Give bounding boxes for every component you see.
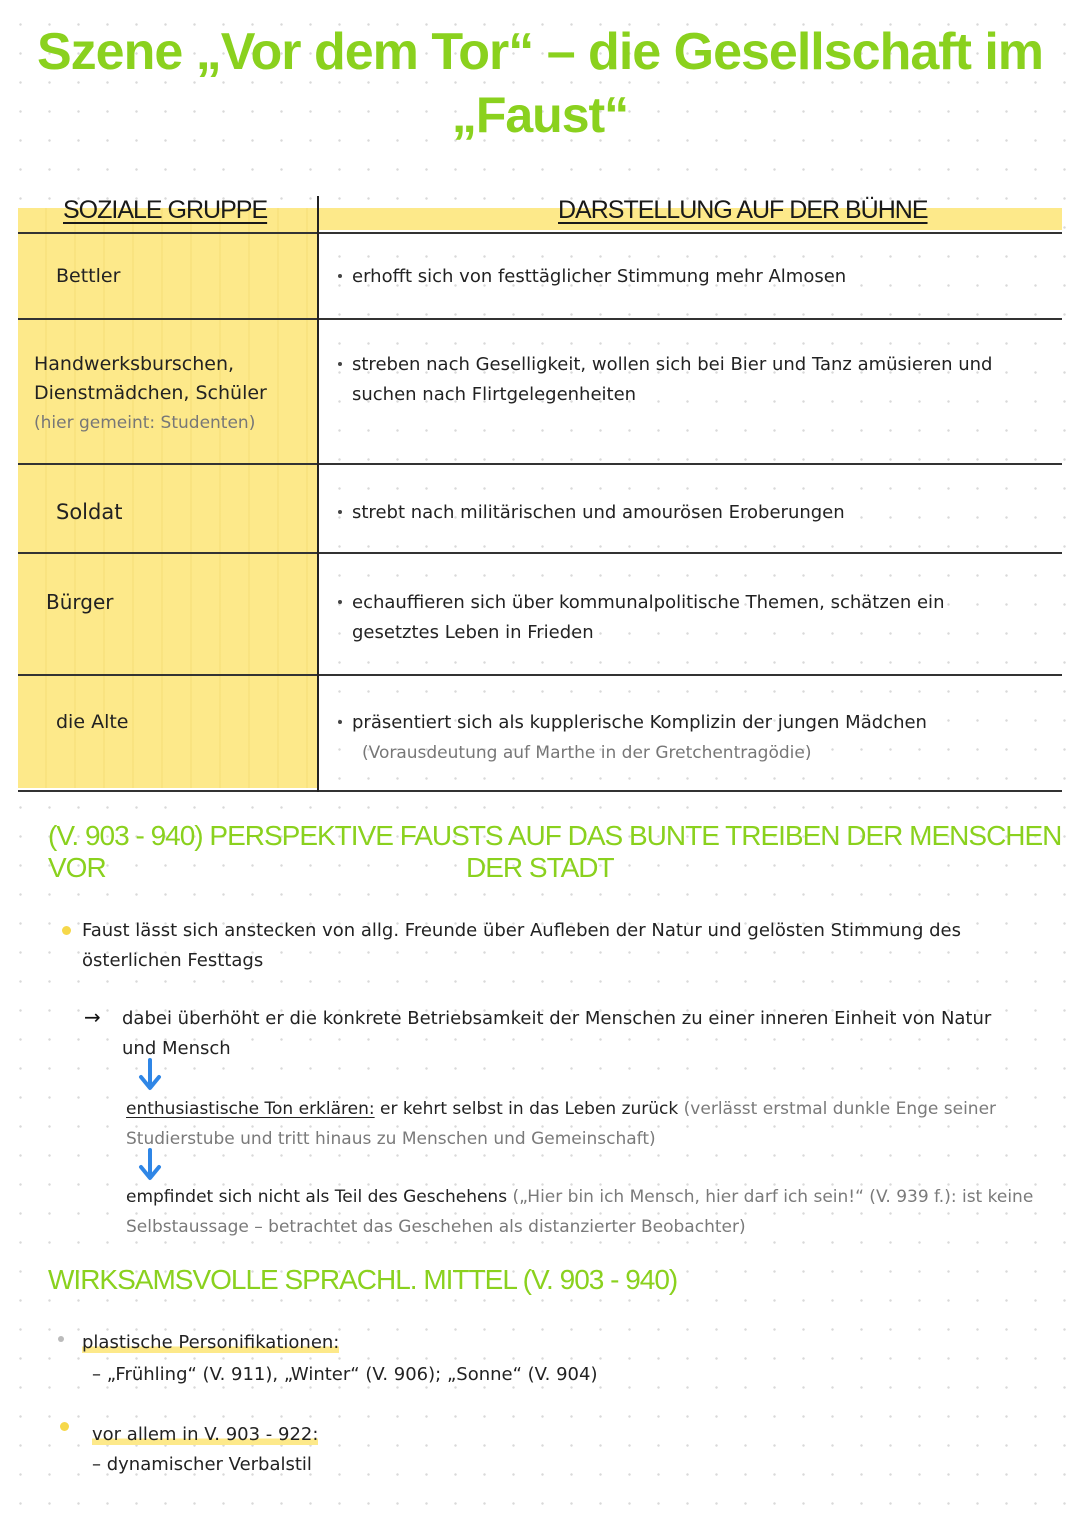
- description-cell: erhofft sich von festtäglicher Stimmung mehr Almosen: [352, 266, 847, 287]
- bullet-dot: [338, 720, 342, 724]
- description-cell: strebt nach militärischen und amourösen Eroberungen: [352, 502, 845, 523]
- page-title: Szene „Vor dem Tor“ – die Gesellschaft im: [36, 23, 1044, 81]
- group-label: Handwerksburschen, Dienstmädchen, Schüler: [34, 353, 267, 404]
- bullet-dot: [338, 600, 342, 604]
- step-one: [126, 1094, 1026, 1154]
- step-one-note: (verlässt erstmal dunkle Enge seiner Studierstube und tritt hinaus zu Menschen und Gemeinschaft): [126, 1099, 997, 1149]
- description-cell: streben nach Geselligkeit, wollen sich bei Bier und Tanz amüsieren und suchen nach Flirtgelegenheiten: [352, 354, 993, 405]
- table-divider: [18, 463, 1062, 465]
- description-note: (Vorausdeutung auf Marthe in der Gretchentragödie): [362, 743, 812, 763]
- step-two-note: ist keine Selbstaussage – betrachtet das Geschehen als distanzierter Beobachter): [126, 1187, 1034, 1237]
- column-header-group: SOZIALE GRUPPE: [63, 196, 268, 224]
- group-cell: Bettler: [56, 265, 121, 287]
- table-divider: [18, 790, 1062, 792]
- table-divider: [18, 318, 1062, 320]
- column-header-display: DARSTELLUNG AUF DER BÜHNE: [558, 196, 928, 224]
- section-heading-continued: DER STADT: [466, 852, 614, 883]
- section-heading: (V. 903 - 940) PERSPEKTIVE FAUSTS AUF DAS BUNTE TREIBEN DER MENSCHEN VOR: [48, 820, 1062, 883]
- step-two: [126, 1182, 1046, 1242]
- step-two-quote: („Hier bin ich Mensch, hier darf ich sein!“ (V. 939 f.):: [512, 1187, 957, 1207]
- device-title-text: plastische Personifikationen:: [82, 1332, 340, 1353]
- arrow-right-icon: →: [84, 1005, 101, 1029]
- description-text: präsentiert sich als kupplerische Komplizin der jungen Mädchen: [352, 712, 927, 733]
- device-detail: – dynamischer Verbalstil: [92, 1454, 312, 1475]
- step-two-text: empfindet sich nicht als Teil des Geschehens: [126, 1187, 508, 1207]
- bullet-dot: [338, 510, 342, 514]
- table-divider: [18, 552, 1062, 554]
- bullet-dot: [338, 362, 342, 366]
- arrow-down-icon: [138, 1058, 162, 1092]
- device-detail: – „Frühling“ (V. 911), „Winter“ (V. 906); „Sonne“ (V. 904): [92, 1364, 598, 1385]
- group-note: (hier gemeint: Studenten): [34, 413, 256, 433]
- social-groups-table: [18, 196, 1062, 792]
- bullet-dot: [62, 926, 71, 935]
- step-one-text: er kehrt selbst in das Leben zurück: [380, 1099, 679, 1119]
- section-heading-language: WIRKSAMSVOLLE SPRACHL. MITTEL (V. 903 - 940): [48, 1264, 678, 1295]
- group-cell: die Alte: [56, 711, 129, 733]
- device-title: [82, 1328, 339, 1358]
- description-cell: echauffieren sich über kommunalpolitische Themen, schätzen ein gesetztes Leben in Frieden: [352, 592, 945, 643]
- table-divider: [18, 674, 1062, 676]
- step-one-label: enthusiastische Ton erklären:: [126, 1099, 375, 1119]
- device-title-text: vor allem in V. 903 - 922:: [92, 1424, 319, 1445]
- bullet-dot: [60, 1422, 69, 1431]
- arrow-down-icon: [138, 1148, 162, 1182]
- group-cell: [34, 350, 304, 438]
- page-title-continued: „Faust“: [451, 87, 629, 143]
- description-cell: [352, 708, 1042, 768]
- bullet-dot: [338, 274, 342, 278]
- group-cell: Bürger: [46, 590, 114, 614]
- faust-perspective-point: Faust lässt sich anstecken von allg. Freunde über Aufleben der Natur und gelösten Stimmung des österlichen Festtags: [82, 920, 961, 971]
- table-divider: [18, 232, 1062, 234]
- arrow-point: dabei überhöht er die konkrete Betriebsamkeit der Menschen zu einer inneren Einheit von Natur und Mensch: [122, 1008, 992, 1059]
- device-title: [92, 1420, 318, 1450]
- group-cell: Soldat: [56, 500, 123, 524]
- bullet-dot: [58, 1336, 64, 1342]
- column-divider: [317, 196, 319, 792]
